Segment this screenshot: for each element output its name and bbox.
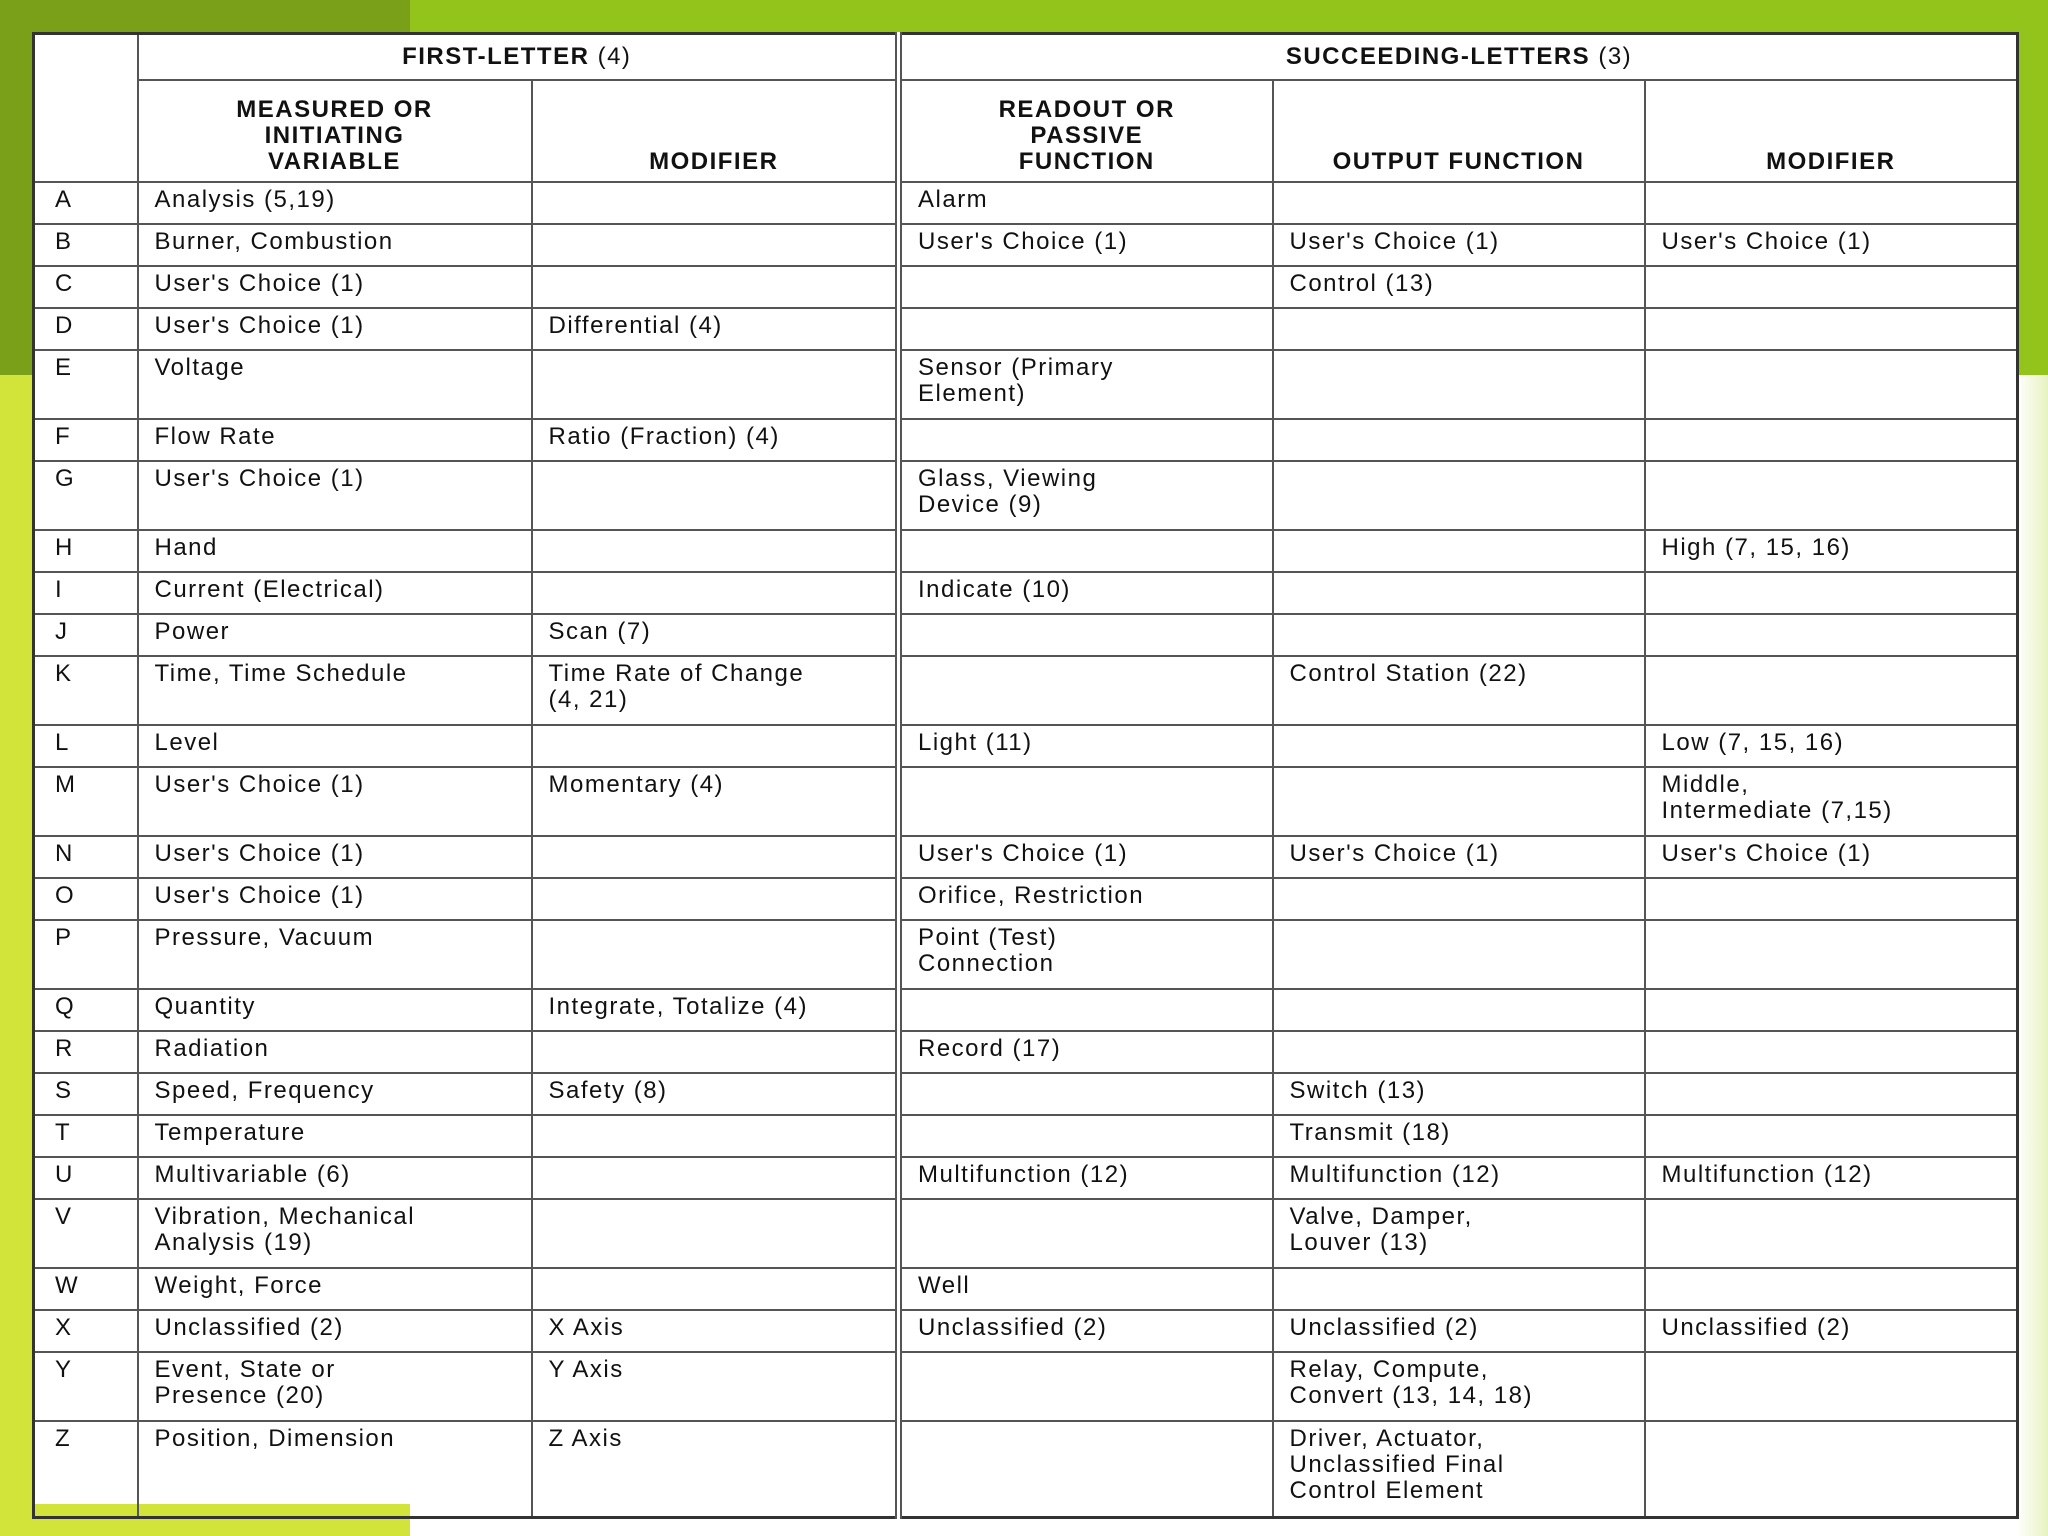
cell-first-modifier: Z Axis bbox=[532, 1421, 899, 1517]
cell-readout-function bbox=[899, 419, 1273, 461]
cell-readout-function bbox=[899, 1115, 1273, 1157]
cell-output-function bbox=[1273, 419, 1645, 461]
cell-letter: E bbox=[34, 350, 138, 419]
cell-measured-variable: User's Choice (1) bbox=[138, 767, 532, 836]
cell-readout-function bbox=[899, 1073, 1273, 1115]
cell-measured-variable: Flow Rate bbox=[138, 419, 532, 461]
cell-measured-variable: Burner, Combustion bbox=[138, 224, 532, 266]
table-row bbox=[34, 1115, 2018, 1157]
cell-output-function bbox=[1273, 1268, 1645, 1310]
cell-succeeding-modifier bbox=[1645, 920, 2018, 989]
cell-first-modifier bbox=[532, 836, 899, 878]
cell-output-function bbox=[1273, 350, 1645, 419]
succeeding-letters-title: SUCCEEDING-LETTERS bbox=[1285, 43, 1591, 70]
cell-readout-function: Well bbox=[899, 1268, 1273, 1310]
cell-output-function: User's Choice (1) bbox=[1273, 224, 1645, 266]
cell-measured-variable: Quantity bbox=[138, 989, 532, 1031]
cell-first-modifier bbox=[532, 530, 899, 572]
cell-letter: Q bbox=[34, 989, 138, 1031]
cell-first-modifier: Ratio (Fraction) (4) bbox=[532, 419, 899, 461]
cell-readout-function bbox=[899, 614, 1273, 656]
table-row bbox=[34, 878, 2018, 920]
cell-measured-variable: Temperature bbox=[138, 1115, 532, 1157]
cell-letter: R bbox=[34, 1031, 138, 1073]
table-row bbox=[34, 656, 2018, 725]
cell-letter: O bbox=[34, 878, 138, 920]
cell-letter: I bbox=[34, 572, 138, 614]
cell-output-function: Driver, Actuator, Unclassified Final Control Element bbox=[1273, 1421, 1645, 1517]
cell-measured-variable: User's Choice (1) bbox=[138, 461, 532, 530]
cell-succeeding-modifier bbox=[1645, 350, 2018, 419]
cell-first-modifier bbox=[532, 572, 899, 614]
table-row bbox=[34, 182, 2018, 224]
cell-output-function: Unclassified (2) bbox=[1273, 1310, 1645, 1352]
cell-succeeding-modifier bbox=[1645, 1073, 2018, 1115]
cell-measured-variable: Weight, Force bbox=[138, 1268, 532, 1310]
cell-first-modifier bbox=[532, 461, 899, 530]
cell-succeeding-modifier bbox=[1645, 1268, 2018, 1310]
cell-measured-variable: Event, State or Presence (20) bbox=[138, 1352, 532, 1421]
cell-succeeding-modifier: High (7, 15, 16) bbox=[1645, 530, 2018, 572]
cell-succeeding-modifier bbox=[1645, 308, 2018, 350]
cell-succeeding-modifier bbox=[1645, 1421, 2018, 1517]
cell-succeeding-modifier: Low (7, 15, 16) bbox=[1645, 725, 2018, 767]
cell-measured-variable: Position, Dimension bbox=[138, 1421, 532, 1517]
cell-readout-function bbox=[899, 767, 1273, 836]
identification-letters-table-wrap bbox=[32, 32, 2016, 1504]
cell-output-function bbox=[1273, 182, 1645, 224]
table-row bbox=[34, 1157, 2018, 1199]
col-header-measured: MEASURED OR INITIATING VARIABLE bbox=[138, 80, 532, 182]
table-row bbox=[34, 530, 2018, 572]
cell-succeeding-modifier bbox=[1645, 461, 2018, 530]
cell-letter: G bbox=[34, 461, 138, 530]
cell-output-function bbox=[1273, 614, 1645, 656]
table-row bbox=[34, 1031, 2018, 1073]
cell-letter: U bbox=[34, 1157, 138, 1199]
cell-readout-function: Point (Test) Connection bbox=[899, 920, 1273, 989]
cell-succeeding-modifier bbox=[1645, 878, 2018, 920]
succeeding-letters-count: (3) bbox=[1598, 43, 1633, 70]
table-row bbox=[34, 1421, 2018, 1517]
cell-output-function: Valve, Damper, Louver (13) bbox=[1273, 1199, 1645, 1268]
cell-succeeding-modifier: Middle, Intermediate (7,15) bbox=[1645, 767, 2018, 836]
cell-measured-variable: Current (Electrical) bbox=[138, 572, 532, 614]
table-row bbox=[34, 266, 2018, 308]
cell-output-function: Control Station (22) bbox=[1273, 656, 1645, 725]
cell-first-modifier bbox=[532, 350, 899, 419]
table-row bbox=[34, 1310, 2018, 1352]
cell-readout-function bbox=[899, 266, 1273, 308]
col-header-output: OUTPUT FUNCTION bbox=[1273, 80, 1645, 182]
cell-letter: N bbox=[34, 836, 138, 878]
cell-readout-function: User's Choice (1) bbox=[899, 836, 1273, 878]
cell-readout-function bbox=[899, 1352, 1273, 1421]
cell-measured-variable: User's Choice (1) bbox=[138, 878, 532, 920]
cell-succeeding-modifier: Unclassified (2) bbox=[1645, 1310, 2018, 1352]
first-letter-title: FIRST-LETTER bbox=[402, 43, 590, 70]
col-header-modifier-succ: MODIFIER bbox=[1645, 80, 2018, 182]
cell-output-function bbox=[1273, 767, 1645, 836]
table-row bbox=[34, 419, 2018, 461]
cell-output-function bbox=[1273, 725, 1645, 767]
cell-first-modifier bbox=[532, 182, 899, 224]
cell-succeeding-modifier bbox=[1645, 989, 2018, 1031]
cell-readout-function: Light (11) bbox=[899, 725, 1273, 767]
cell-first-modifier: Y Axis bbox=[532, 1352, 899, 1421]
cell-readout-function bbox=[899, 308, 1273, 350]
header-succeeding-letters bbox=[899, 34, 2018, 81]
cell-letter: B bbox=[34, 224, 138, 266]
cell-succeeding-modifier: User's Choice (1) bbox=[1645, 224, 2018, 266]
cell-measured-variable: Time, Time Schedule bbox=[138, 656, 532, 725]
table-row bbox=[34, 350, 2018, 419]
cell-measured-variable: Unclassified (2) bbox=[138, 1310, 532, 1352]
cell-measured-variable: User's Choice (1) bbox=[138, 308, 532, 350]
cell-first-modifier: Momentary (4) bbox=[532, 767, 899, 836]
table-row bbox=[34, 767, 2018, 836]
table-row bbox=[34, 725, 2018, 767]
cell-measured-variable: Pressure, Vacuum bbox=[138, 920, 532, 989]
cell-letter: P bbox=[34, 920, 138, 989]
cell-output-function bbox=[1273, 461, 1645, 530]
cell-output-function: Control (13) bbox=[1273, 266, 1645, 308]
table-row bbox=[34, 224, 2018, 266]
first-letter-count: (4) bbox=[597, 43, 632, 70]
cell-letter: A bbox=[34, 182, 138, 224]
table-row bbox=[34, 989, 2018, 1031]
cell-succeeding-modifier: Multifunction (12) bbox=[1645, 1157, 2018, 1199]
cell-succeeding-modifier bbox=[1645, 1352, 2018, 1421]
cell-readout-function bbox=[899, 1421, 1273, 1517]
cell-output-function bbox=[1273, 920, 1645, 989]
cell-first-modifier: Scan (7) bbox=[532, 614, 899, 656]
cell-first-modifier bbox=[532, 1268, 899, 1310]
cell-succeeding-modifier bbox=[1645, 614, 2018, 656]
cell-readout-function: Unclassified (2) bbox=[899, 1310, 1273, 1352]
cell-first-modifier bbox=[532, 1031, 899, 1073]
cell-letter: C bbox=[34, 266, 138, 308]
cell-succeeding-modifier bbox=[1645, 182, 2018, 224]
cell-first-modifier bbox=[532, 725, 899, 767]
cell-measured-variable: User's Choice (1) bbox=[138, 836, 532, 878]
cell-first-modifier bbox=[532, 1157, 899, 1199]
table-row bbox=[34, 1073, 2018, 1115]
cell-output-function: Multifunction (12) bbox=[1273, 1157, 1645, 1199]
cell-letter: Y bbox=[34, 1352, 138, 1421]
cell-letter: X bbox=[34, 1310, 138, 1352]
col-header-readout: READOUT OR PASSIVE FUNCTION bbox=[899, 80, 1273, 182]
table-row bbox=[34, 308, 2018, 350]
cell-succeeding-modifier bbox=[1645, 572, 2018, 614]
cell-first-modifier: Differential (4) bbox=[532, 308, 899, 350]
cell-succeeding-modifier bbox=[1645, 419, 2018, 461]
cell-readout-function: Glass, Viewing Device (9) bbox=[899, 461, 1273, 530]
cell-first-modifier: Integrate, Totalize (4) bbox=[532, 989, 899, 1031]
cell-measured-variable: Power bbox=[138, 614, 532, 656]
cell-output-function bbox=[1273, 989, 1645, 1031]
cell-letter: T bbox=[34, 1115, 138, 1157]
cell-readout-function: Orifice, Restriction bbox=[899, 878, 1273, 920]
cell-readout-function: Alarm bbox=[899, 182, 1273, 224]
cell-output-function bbox=[1273, 530, 1645, 572]
cell-output-function bbox=[1273, 1031, 1645, 1073]
cell-letter: H bbox=[34, 530, 138, 572]
table-row bbox=[34, 1352, 2018, 1421]
cell-readout-function bbox=[899, 656, 1273, 725]
table-row bbox=[34, 572, 2018, 614]
header-first-letter bbox=[138, 34, 899, 81]
cell-letter: S bbox=[34, 1073, 138, 1115]
cell-letter: V bbox=[34, 1199, 138, 1268]
cell-first-modifier: Time Rate of Change (4, 21) bbox=[532, 656, 899, 725]
cell-first-modifier bbox=[532, 224, 899, 266]
cell-first-modifier: X Axis bbox=[532, 1310, 899, 1352]
cell-output-function: Switch (13) bbox=[1273, 1073, 1645, 1115]
cell-first-modifier: Safety (8) bbox=[532, 1073, 899, 1115]
cell-measured-variable: Speed, Frequency bbox=[138, 1073, 532, 1115]
cell-first-modifier bbox=[532, 1115, 899, 1157]
cell-first-modifier bbox=[532, 266, 899, 308]
cell-readout-function: Indicate (10) bbox=[899, 572, 1273, 614]
cell-readout-function: Multifunction (12) bbox=[899, 1157, 1273, 1199]
cell-letter: F bbox=[34, 419, 138, 461]
cell-output-function bbox=[1273, 308, 1645, 350]
cell-measured-variable: Analysis (5,19) bbox=[138, 182, 532, 224]
cell-readout-function: User's Choice (1) bbox=[899, 224, 1273, 266]
cell-measured-variable: Level bbox=[138, 725, 532, 767]
table-body bbox=[34, 182, 2018, 1517]
cell-letter: D bbox=[34, 308, 138, 350]
cell-letter: M bbox=[34, 767, 138, 836]
cell-output-function: Relay, Compute, Convert (13, 14, 18) bbox=[1273, 1352, 1645, 1421]
table-row bbox=[34, 836, 2018, 878]
cell-readout-function bbox=[899, 530, 1273, 572]
cell-measured-variable: User's Choice (1) bbox=[138, 266, 532, 308]
cell-first-modifier bbox=[532, 920, 899, 989]
decor-bar-right-fade bbox=[2016, 375, 2048, 1536]
cell-letter: W bbox=[34, 1268, 138, 1310]
cell-readout-function: Record (17) bbox=[899, 1031, 1273, 1073]
header-letter-blank bbox=[34, 34, 138, 183]
table-row bbox=[34, 461, 2018, 530]
cell-first-modifier bbox=[532, 1199, 899, 1268]
cell-succeeding-modifier bbox=[1645, 266, 2018, 308]
cell-output-function: Transmit (18) bbox=[1273, 1115, 1645, 1157]
identification-letters-table bbox=[32, 32, 2019, 1519]
cell-readout-function bbox=[899, 1199, 1273, 1268]
cell-letter: J bbox=[34, 614, 138, 656]
table-row bbox=[34, 614, 2018, 656]
cell-letter: L bbox=[34, 725, 138, 767]
cell-succeeding-modifier bbox=[1645, 1115, 2018, 1157]
cell-letter: Z bbox=[34, 1421, 138, 1517]
cell-succeeding-modifier bbox=[1645, 1031, 2018, 1073]
header-group-row bbox=[34, 34, 2018, 81]
cell-output-function bbox=[1273, 878, 1645, 920]
cell-succeeding-modifier bbox=[1645, 656, 2018, 725]
cell-succeeding-modifier bbox=[1645, 1199, 2018, 1268]
cell-succeeding-modifier: User's Choice (1) bbox=[1645, 836, 2018, 878]
cell-letter: K bbox=[34, 656, 138, 725]
cell-measured-variable: Radiation bbox=[138, 1031, 532, 1073]
col-header-modifier-first: MODIFIER bbox=[532, 80, 899, 182]
table-row bbox=[34, 1268, 2018, 1310]
table-row bbox=[34, 920, 2018, 989]
table-row bbox=[34, 1199, 2018, 1268]
cell-measured-variable: Hand bbox=[138, 530, 532, 572]
cell-measured-variable: Voltage bbox=[138, 350, 532, 419]
header-column-row bbox=[34, 80, 2018, 182]
cell-measured-variable: Multivariable (6) bbox=[138, 1157, 532, 1199]
cell-measured-variable: Vibration, Mechanical Analysis (19) bbox=[138, 1199, 532, 1268]
cell-first-modifier bbox=[532, 878, 899, 920]
cell-readout-function: Sensor (Primary Element) bbox=[899, 350, 1273, 419]
cell-output-function: User's Choice (1) bbox=[1273, 836, 1645, 878]
cell-readout-function bbox=[899, 989, 1273, 1031]
cell-output-function bbox=[1273, 572, 1645, 614]
